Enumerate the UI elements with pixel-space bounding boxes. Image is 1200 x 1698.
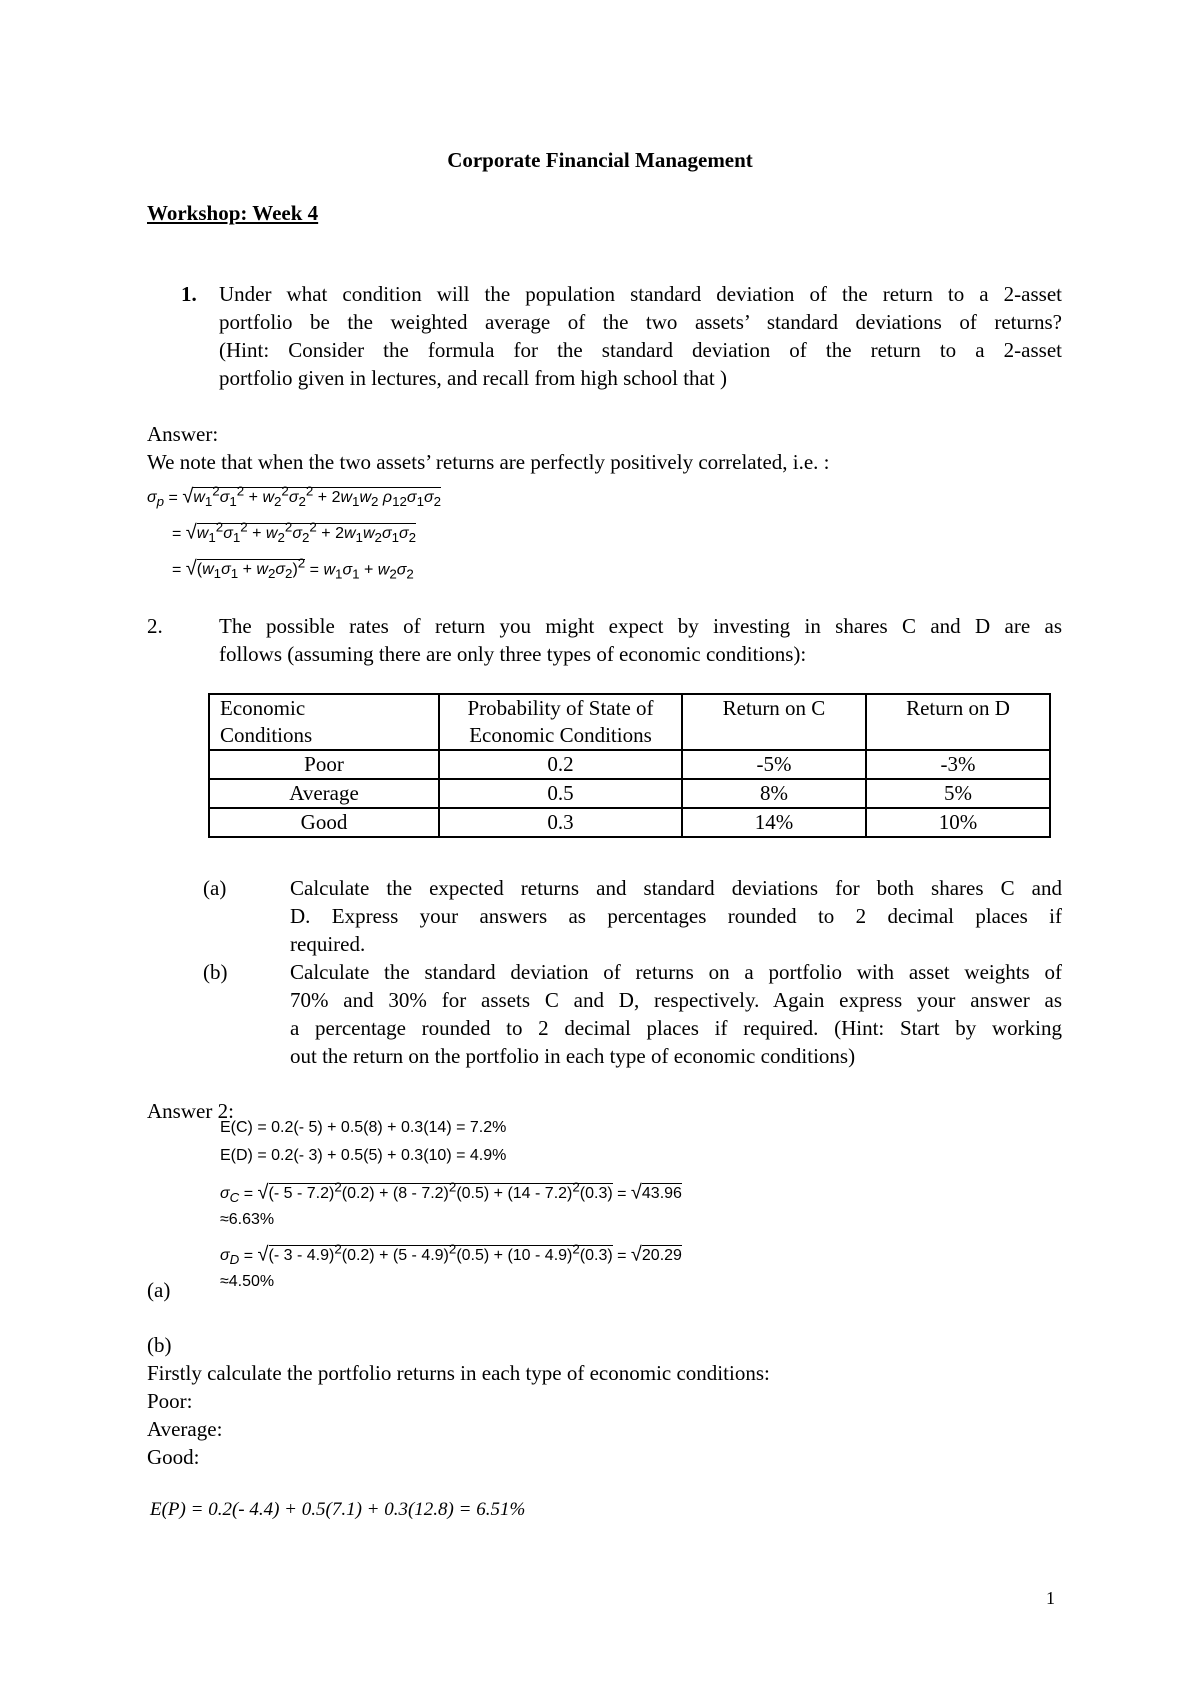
answer-1-label: Answer: <box>147 422 219 446</box>
question-1-line: (Hint: Consider the formula for the standard deviation of the return to a 2-asset <box>219 338 1062 362</box>
sd-c-variance: 43.96 <box>641 1185 682 1203</box>
table-row <box>209 779 1050 808</box>
table-header-cell: Probability of State of Economic Conditions <box>439 694 682 750</box>
question-1-line: Under what condition will the population standard deviation of the return to a 2-asset <box>219 282 1062 306</box>
part-a-line: Calculate the expected returns and standard deviations for both shares C and <box>290 876 1062 900</box>
table-cell: 14% <box>682 808 866 837</box>
part-b-line: a percentage rounded to 2 decimal places if required. (Hint: Start by working <box>290 1016 1062 1040</box>
table-cell: Average <box>209 779 439 808</box>
state-average: Average: <box>147 1417 223 1441</box>
table-cell: 5% <box>866 779 1050 808</box>
table-cell: 0.5 <box>439 779 682 808</box>
table-header-cell: Return on C <box>682 694 866 750</box>
table-cell: Good <box>209 808 439 837</box>
answer-2a-label: (a) <box>147 1278 171 1302</box>
question-2-number: 2. <box>147 614 163 638</box>
answer-2b-label: (b) <box>147 1333 172 1357</box>
portfolio-expected-return: E(P) = 0.2(- 4.4) + 0.5(7.1) + 0.3(12.8) = 6.51% <box>150 1499 526 1520</box>
page-number: 1 <box>1046 1588 1055 1608</box>
expected-return-d: E(D) = 0.2(- 3) + 0.5(5) + 0.3(10) = 4.9% <box>220 1147 507 1164</box>
part-b-line: Calculate the standard deviation of returns on a portfolio with asset weights of <box>290 960 1062 984</box>
question-1-line: portfolio be the weighted average of the two assets’ standard deviations of returns? <box>219 310 1062 334</box>
question-1-line: portfolio given in lectures, and recall from high school that ) <box>219 366 727 390</box>
table-header-cell: Return on D <box>866 694 1050 750</box>
state-good: Good: <box>147 1445 200 1469</box>
answer-1-text: We note that when the two assets’ returns are perfectly positively correlated, i.e. : <box>147 450 830 474</box>
portfolio-sd-formula-1: $\sigma_p = √w_1^2\sigma_1^2 + w_2^2\sigma_2^2 + 2w_1w_2$ $\rho_{12}\sigma_1\sigma_2$ <box>147 484 442 510</box>
table-cell: -5% <box>682 750 866 779</box>
question-2-line: follows (assuming there are only three types of economic conditions): <box>219 642 807 666</box>
sd-d-variance: 20.29 <box>641 1247 682 1265</box>
portfolio-sd-formula-3: = $√(w_1\sigma_1 + w_2\sigma_2)^2 = w_1\sigma_1 + w_2\sigma_2$ <box>172 556 414 582</box>
part-a-line: required. <box>290 932 366 956</box>
sd-c-result: ≈6.63% <box>220 1211 275 1228</box>
sd-c-formula: $\sigma_C$ = √(- 5 - 7.2)$^2$(0.2) + (8 - 7.2)$^2$(0.5) + (14 - 7.2)$^2$(0.3) = √43.96 <box>220 1180 682 1206</box>
answer-2b-text: Firstly calculate the portfolio returns in each type of economic conditions: <box>147 1361 770 1385</box>
part-b-label: (b) <box>203 960 228 984</box>
table-cell: Poor <box>209 750 439 779</box>
table-header-cell: Economic Conditions <box>209 694 439 750</box>
part-a-line: D. Express your answers as percentages rounded to 2 decimal places if <box>290 904 1062 928</box>
part-a-label: (a) <box>203 876 227 900</box>
portfolio-sd-formula-2: = $√w_1^2\sigma_1^2 + w_2^2\sigma_2^2 + 2w_1w_2\sigma_1\sigma_2$ <box>172 520 417 546</box>
table-cell: 8% <box>682 779 866 808</box>
state-poor: Poor: <box>147 1389 193 1413</box>
page-title: Corporate Financial Management <box>447 148 753 172</box>
question-2-line: The possible rates of return you might expect by investing in shares C and D are as <box>219 614 1062 638</box>
table-cell: 10% <box>866 808 1050 837</box>
answer-2-label: Answer 2: <box>147 1099 234 1123</box>
table-row <box>209 750 1050 779</box>
table-header-row <box>209 694 1050 750</box>
returns-table <box>208 693 1051 838</box>
table-cell: -3% <box>866 750 1050 779</box>
table-cell: 0.3 <box>439 808 682 837</box>
part-b-line: out the return on the portfolio in each type of economic conditions) <box>290 1044 856 1068</box>
table-row <box>209 808 1050 837</box>
workshop-heading: Workshop: Week 4 <box>147 201 319 225</box>
part-b-line: 70% and 30% for assets C and D, respectively. Again express your answer as <box>290 988 1062 1012</box>
table-cell: 0.2 <box>439 750 682 779</box>
sd-d-formula: $\sigma_D$ = √(- 3 - 4.9)$^2$(0.2) + (5 - 4.9)$^2$(0.5) + (10 - 4.9)$^2$(0.3) = √20.29 <box>220 1242 682 1268</box>
expected-return-c: E(C) = 0.2(- 5) + 0.5(8) + 0.3(14) = 7.2% <box>220 1119 507 1136</box>
sd-d-result: ≈4.50% <box>220 1273 275 1290</box>
question-1-number: 1. <box>181 282 197 306</box>
